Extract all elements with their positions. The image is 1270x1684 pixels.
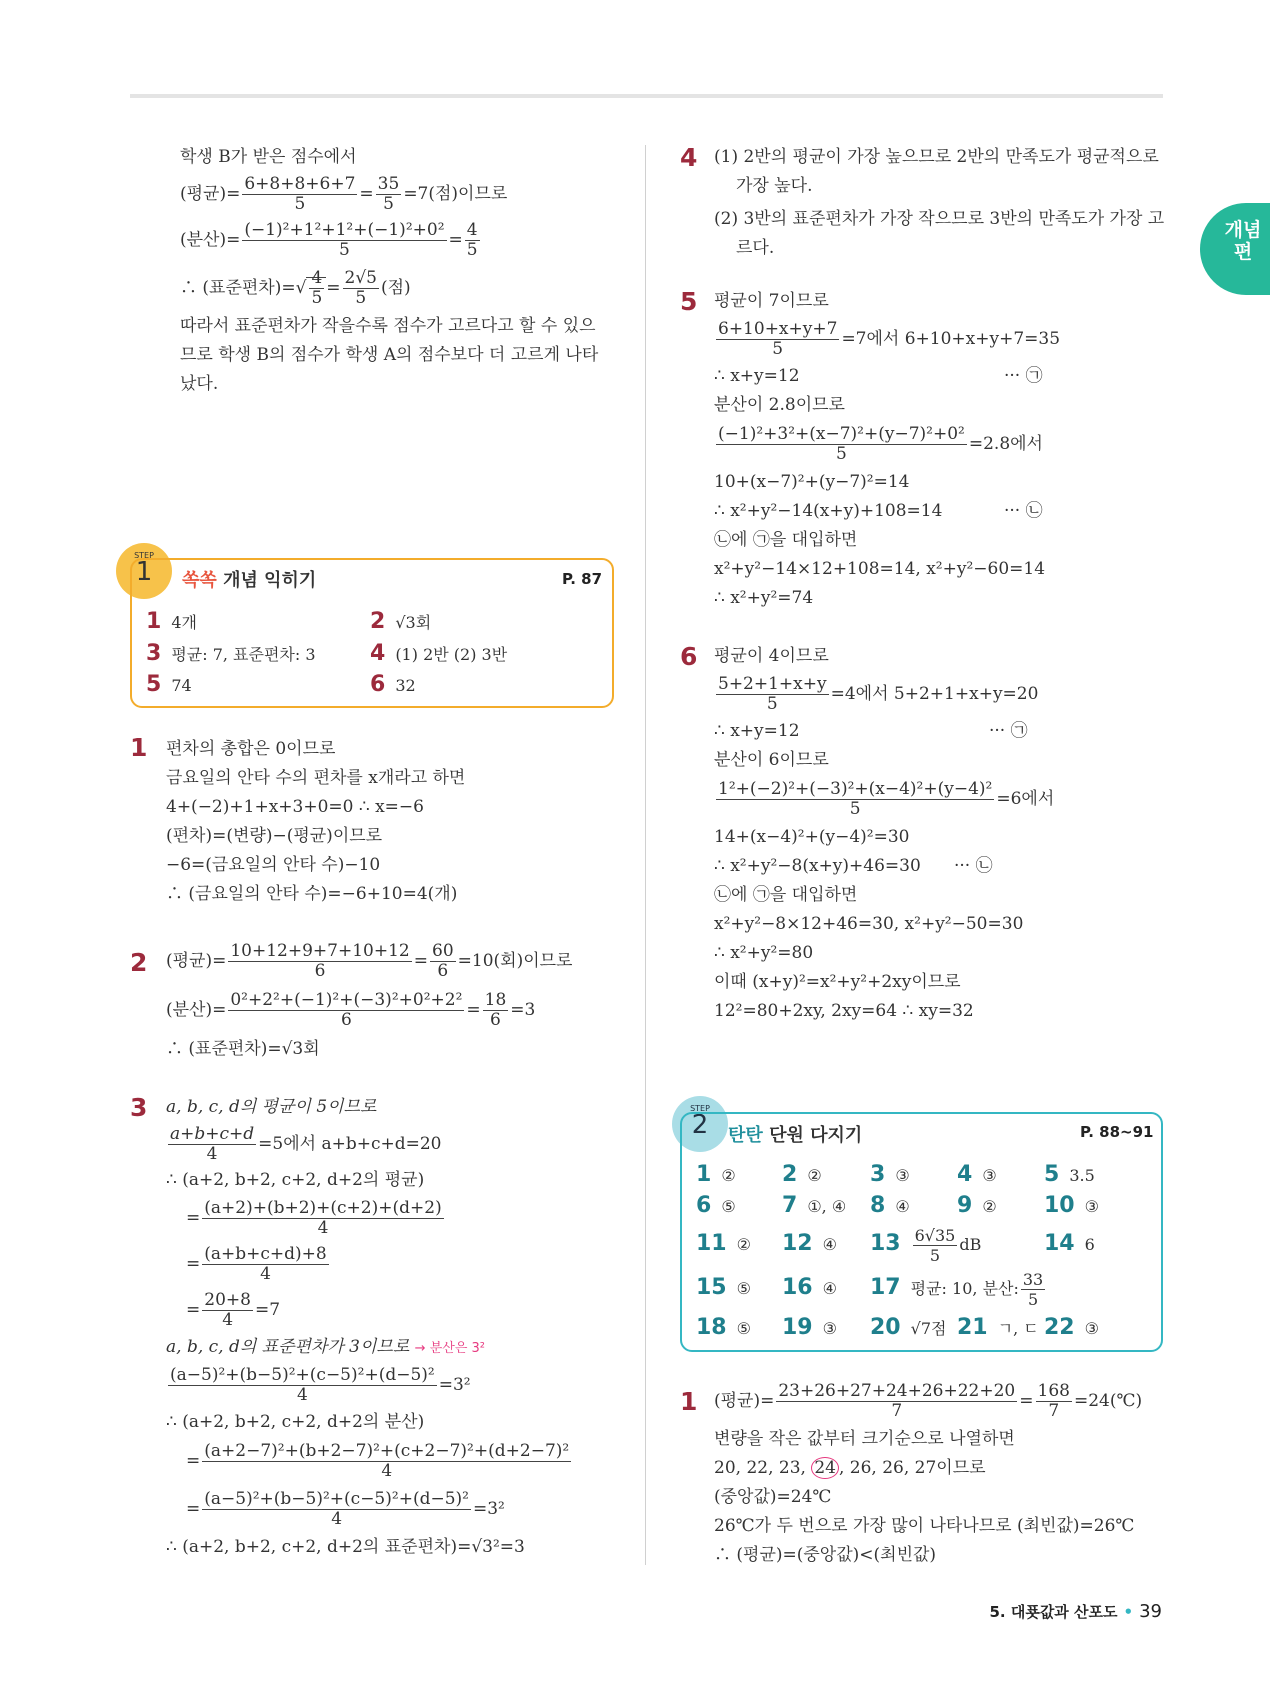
- step2-answer: 8 ④: [870, 1193, 910, 1218]
- step2-answer: 14 6: [1044, 1231, 1095, 1256]
- step2-answer: 1 ②: [696, 1162, 736, 1187]
- problem-number: 1: [130, 733, 148, 762]
- step1-answer: 5 74: [146, 672, 192, 697]
- page-number: 39: [1139, 1601, 1162, 1622]
- step2-answer: 13 $\frac{6√35}{5}$ dB: [870, 1226, 982, 1265]
- problem-number: 6: [680, 642, 698, 671]
- step1-page-ref: P. 87: [562, 570, 603, 588]
- median-highlight: 24: [811, 1457, 839, 1479]
- problem-number: 5: [680, 287, 698, 316]
- top-rule: [130, 94, 1163, 98]
- section-tab[interactable]: 개념편: [1200, 203, 1270, 295]
- step2-page-ref: P. 88~91: [1080, 1123, 1154, 1141]
- problem-6-solution: 평균이 4이므로 $\frac{5+2+1+x+y}{5}$ =4에서 5+2+1+x+y=20 ∴ x+y=12 ··· ㉠ 분산이 6이므로 $\frac{\text{1²+(−2)²+(−3)²+(x−4)²+(y−4)²}}{5}$ =6에서 14+(x−4)²+(y−4)²=30 ∴ x²+y²−8(x+y)+46=30 ··· ㉡ ㉡에 ㉠을 대입하면 x²+y²−8×12+46=30, x²+y²−50=30 ∴ x²+y²=80 이때 (x+y)²=x²+y²+2xy이므로 12²=80+2xy, 2xy=64 ∴ xy=32: [714, 646, 1055, 1021]
- problem-1-solution: 편차의 총합은 0이므로 금요일의 안타 수의 편차를 x개라고 하면 4+(−2)+1+x+3+0=0 ∴ x=−6 (편차)=(변량)−(평균)이므로 −6=(금요일의 안타 수)−10 ∴ (금요일의 안타 수)=−6+10=4(개): [166, 739, 466, 904]
- step1-badge: STEP 1: [116, 543, 172, 599]
- step2-answer: 19 ③: [782, 1315, 837, 1340]
- step2-answer: 7 ①, ④: [782, 1193, 847, 1218]
- page-footer: 5. 대푯값과 산포도 • 39: [989, 1601, 1162, 1622]
- step2-answer: 12 ④: [782, 1231, 837, 1256]
- step2-answer: 11 ②: [696, 1231, 751, 1256]
- step2-answer: 6 ⑤: [696, 1193, 736, 1218]
- step2-answer: 21 ㄱ, ㄷ: [957, 1315, 1039, 1340]
- step2-title: 탄탄 단원 다지기: [728, 1125, 863, 1146]
- step1-answer: 3 평균: 7, 표준편차: 3: [146, 641, 316, 666]
- step2-answer: 22 ③: [1044, 1315, 1099, 1340]
- step2-answer: 20 √7점: [870, 1315, 947, 1340]
- step2-answer: 9 ②: [957, 1193, 997, 1218]
- step2-badge: STEP 2: [672, 1096, 728, 1152]
- problem-3-solution: a, b, c, d의 평균이 5이므로 $\frac{a+b+c+d}{4}$ =5에서 a+b+c+d=20 ∴ (a+2, b+2, c+2, d+2의 평균) = $\frac{(a+2)+(b+2)+(c+2)+(d+2)}{4}$ = $\frac{(a+b+c+d)+8}{4}$ = $\frac{20+8}{4}$ =7 a, b, c, d의 표준편차가 3이므로 → 분산은 3² $\frac{\text{(a−5)²+(b−5)²+(c−5)²+(d−5)²}}{4}$ =3² ∴ (a+2, b+2, c+2, d+2의 분산) = $\frac{\text{(a+2−7)²+(b+2−7)²+(c+2−7)²+(d+2−7)²}}{4}$ = $\frac{\text{(a−5)²+(b−5)²+(c−5)²+(d−5)²}}{4}$ =3² ∴ (a+2, b+2, c+2, d+2의 표준편차)=√3²=3: [166, 1097, 570, 1557]
- step1-answer: 4 (1) 2반 (2) 3반: [370, 641, 508, 666]
- step1-answer: 2 √3회: [370, 609, 432, 634]
- problem-number: 3: [130, 1093, 148, 1122]
- problem-4-solution: (1) 2반의 평균이 가장 높으므로 2반의 만족도가 평균적으로 가장 높다. (2) 3반의 표준편차가 가장 작으므로 3반의 만족도가 가장 고 르다.: [714, 147, 1165, 258]
- step2-answer: 17 평균: 10, 분산: $\frac{33}{5}$: [870, 1270, 1044, 1309]
- step2-problem-1-solution: (평균)= $\frac{23+26+27+24+26+22+20}{7}$ = $\frac{168}{7}$ =24(℃) 변량을 작은 값부터 크기순으로 나열하면 20, 22, 23, 24 , 26, 26, 27이므로 (중앙값)=24℃ 26℃가 두 번으로 가장 많이 나타나므로 (최빈값)=26℃ ∴ (평균)=(중앙값)<(최빈값): [714, 1381, 1143, 1565]
- step1-answer: 6 32: [370, 672, 416, 697]
- step2-answer: 16 ④: [782, 1275, 837, 1300]
- column-divider: [645, 145, 646, 1565]
- step2-answer: 15 ⑤: [696, 1275, 751, 1300]
- step2-answer: 2 ②: [782, 1162, 822, 1187]
- step2-answer: 3 ③: [870, 1162, 910, 1187]
- step1-title: 쏙쏙 개념 익히기: [182, 570, 317, 591]
- problem-2-solution: (평균)= $\frac{10+12+9+7+10+12}{6}$ = $\frac{60}{6}$ =10(회)이므로 (분산)= $\frac{\text{0²+2²+(−1)²+(−3)²+0²+2²}}{6}$ = $\frac{18}{6}$ =3 ∴ (표준편차)=√3회: [166, 941, 573, 1059]
- problem-5-solution: 평균이 7이므로 $\frac{6+10+x+y+7}{5}$ =7에서 6+10+x+y+7=35 ∴ x+y=12 ··· ㉠ 분산이 2.8이므로 $\frac{\text{(−1)²+3²+(x−7)²+(y−7)²+0²}}{5}$ =2.8에서 10+(x−7)²+(y−7)²=14 ∴ x²+y²−14(x+y)+108=14 ··· ㉡ ㉡에 ㉠을 대입하면 x²+y²−14×12+108=14, x²+y²−60=14 ∴ x²+y²=74: [714, 291, 1061, 608]
- step2-answer: 10 ③: [1044, 1193, 1099, 1218]
- top-solution: 학생 B가 받은 점수에서 (평균)= $\frac{6+8+8+6+7}{5}$ = $\frac{35}{5}$ =7(점)이므로 (분산)= $\frac{\text{(−1)²+1²+1²+(−1)²+0²}}{5}$ = $\frac{4}{5}$ ∴ (표준편차)=√ $\frac{4}{5}$ = $\frac{2√5}{5}$ (점) 따라서 표준편차가 작을수록 점수가 고르다고 할 수 있으 므로 학생 B의 점수가 학생 A의 점수보다 더 고르게 나타 났다.: [180, 147, 599, 394]
- step2-answer: 4 ③: [957, 1162, 997, 1187]
- step2-answer: 5 3.5: [1044, 1162, 1095, 1187]
- problem-number: 2: [130, 948, 148, 977]
- step2-answer: 18 ⑤: [696, 1315, 751, 1340]
- problem-number: 4: [680, 143, 698, 172]
- problem-number: 1: [680, 1387, 698, 1416]
- step1-answer: 1 4개: [146, 609, 197, 634]
